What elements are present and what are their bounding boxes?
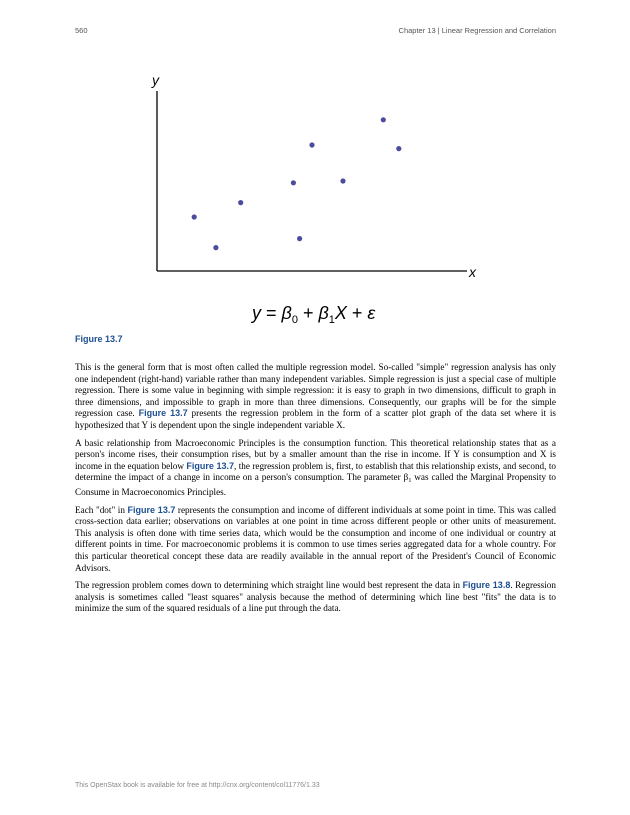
data-point-3 [238, 200, 243, 205]
page-number: 560 [75, 26, 88, 35]
paragraph-1: This is the general form that is most often called the multiple regression model. So-called "simple" regression analysis has only one independent (right-hand) variable rather than many independent variables. Simple regression is just a special case of multiple regression. There is some value in beginning with simple regression: it is easy to graph in two dimensions, difficult to graph in three dimensions, and impossible to graph in more than three dimensions. Consequently, our graphs will be for the simple regression case. Figure 13.7 presents the regression problem in the form of a scatter plot graph of the data set where it is hypothesized that Y is dependent upon the single independent variable X. [75, 362, 556, 430]
body-text [75, 362, 556, 621]
data-point-8 [381, 117, 386, 122]
data-point-2 [213, 245, 218, 250]
page-footer: This OpenStax book is available for free at http://cnx.org/content/col11776/1.33 [75, 782, 320, 789]
data-point-1 [192, 214, 197, 219]
paragraph-2: A basic relationship from Macroeconomic Principles is the consumption function. This theoretical relationship states that as a person's income rises, their consumption rises, but by a smaller amount than the rise in income. If Y is consumption and X is income in the equation below Figure 13.7, the regression problem is, first, to establish that this relationship exists, and second, to determine the impact of a change in income on a person's consumption. The parameter $\beta_1$ was called the Marginal Propensity to Consume in Macroeconomics Principles. [75, 437, 556, 497]
scatter-plot-figure [0, 0, 630, 335]
figure-label: Figure 13.7 [75, 334, 123, 344]
paragraph-4: The regression problem comes down to determining which straight line would best represent the data in Figure 13.8. Regression analysis is sometimes called "least squares" analysis because the method of determining which line best "fits" the data is to minimize the sum of the squared residuals of a line put through the data. [75, 580, 556, 614]
x-axis-label: x [469, 264, 476, 280]
regression-equation: $y = \beta_0 + \beta_1X + \varepsilon$ [252, 303, 376, 326]
figure-link[interactable]: Figure 13.7 [138, 408, 188, 419]
figure-link[interactable]: Figure 13.8 [462, 580, 511, 591]
y-axis-label: y [152, 72, 159, 88]
figure-link[interactable]: Figure 13.7 [127, 504, 176, 515]
paragraph-3: Each "dot" in Figure 13.7 represents the consumption and income of different individuals at some point in time. This was called cross-section data earlier; observations on variables at one point in time across different people or other units of measurement. This analysis is often done with time series data, which would be the consumption and income of one individual or country at different points in time. For macroeconomic problems it is common to use times series aggregated data for a whole country. For this particular theoretical concept these data are readily available in the annual report of the President's Council of Economic Advisors. [75, 504, 556, 573]
figure-link[interactable]: Figure 13.7 [186, 460, 235, 471]
data-point-6 [309, 142, 314, 147]
data-point-7 [340, 178, 345, 183]
chapter-title: Chapter 13 | Linear Regression and Correlation [398, 26, 556, 35]
data-point-9 [396, 146, 401, 151]
data-point-5 [297, 236, 302, 241]
data-point-4 [291, 180, 296, 185]
data-points [192, 117, 402, 250]
